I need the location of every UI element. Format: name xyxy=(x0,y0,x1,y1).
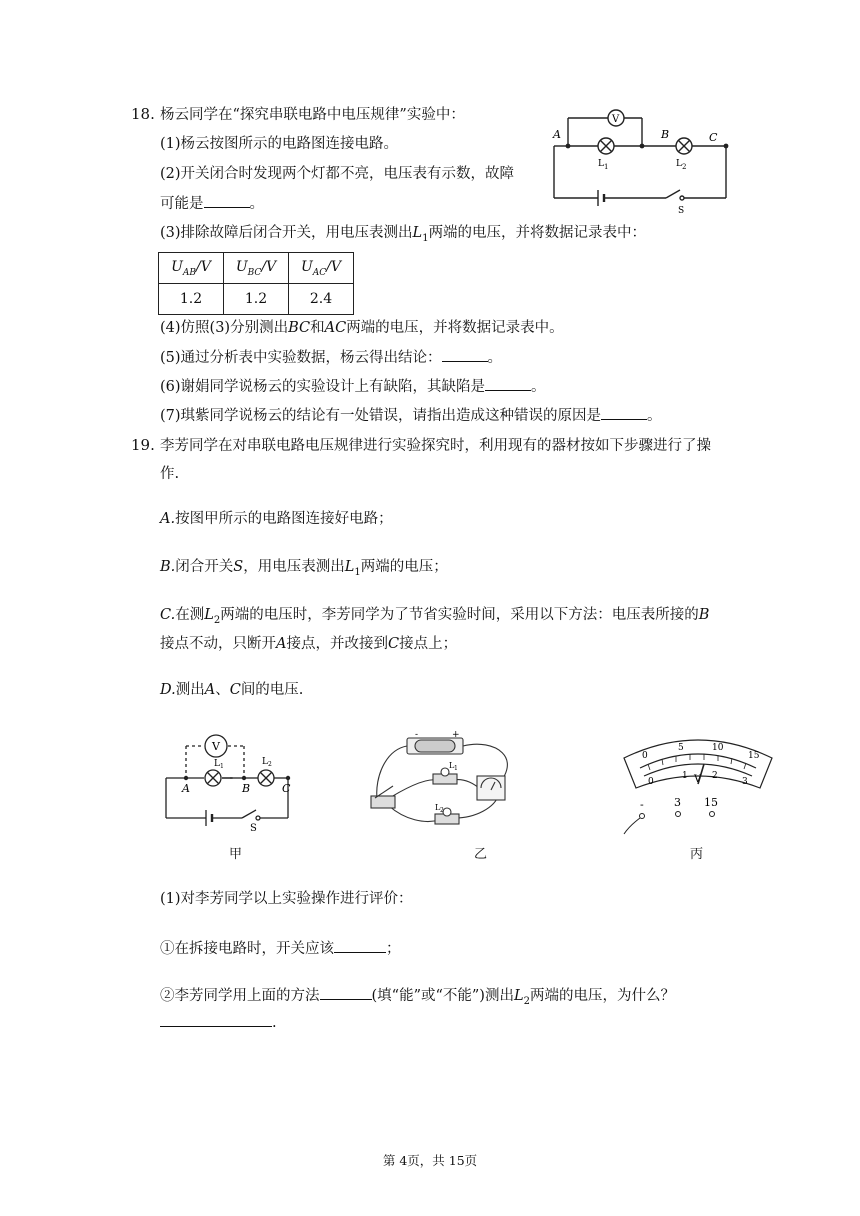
symbol: A xyxy=(276,636,287,652)
scale-bottom-1: 1 xyxy=(682,771,688,781)
text: 测出 xyxy=(175,682,205,698)
text: 和 xyxy=(310,320,325,336)
lamp-1-sub: 1 xyxy=(454,765,458,772)
text: (填“能”或“不能”)测出 xyxy=(371,988,514,1004)
node-c: C xyxy=(282,782,291,795)
lamp-2-label: L xyxy=(676,159,682,169)
step-5 xyxy=(160,347,502,368)
lamp-1-sub: 1 xyxy=(220,763,224,770)
figure-caption-yi: 乙 xyxy=(474,847,488,862)
step-3 xyxy=(160,223,646,249)
table-header xyxy=(289,253,354,284)
scale-top-10: 10 xyxy=(712,743,724,753)
answer-blank[interactable] xyxy=(601,405,647,420)
lamp-2-label: L xyxy=(435,803,441,812)
step-label: D. xyxy=(160,682,176,698)
symbol: L xyxy=(344,559,355,575)
header-unit: /V xyxy=(326,258,342,275)
scale-bottom-2: 2 xyxy=(712,771,718,781)
node-a: A xyxy=(182,782,190,795)
answer-blank[interactable] xyxy=(485,376,531,391)
circuit-diagram-18 xyxy=(540,96,740,216)
symbol: A xyxy=(204,682,216,698)
text: 。 xyxy=(487,350,503,366)
lamp-2-sub: 2 xyxy=(268,761,272,768)
table-cell: 1.2 xyxy=(159,284,224,315)
step-2: (2)开关闭合时发现两个灯都不亮，电压表有示数，故障 xyxy=(160,166,515,182)
header-unit: /V xyxy=(196,258,211,275)
question-intro: 杨云同学在“探究串联电路中电压规律”实验中： xyxy=(160,107,465,123)
question-number: 18. xyxy=(131,105,155,123)
subscript: 2 xyxy=(213,614,221,626)
text: 两端的电压，为什么？ xyxy=(529,988,675,1004)
table-header-row xyxy=(159,253,354,284)
symbol: L xyxy=(204,607,214,623)
switch-label: S xyxy=(678,206,685,216)
step-c-cont xyxy=(160,634,457,654)
text: 两端的电压，并将数据记录表中： xyxy=(428,225,647,241)
lamp-1-sub: 1 xyxy=(604,163,609,171)
scale-bottom-3: 3 xyxy=(742,777,748,787)
text: 闭合开关 xyxy=(175,559,234,575)
header-symbol: U xyxy=(171,258,183,275)
text: ②李芳同学用上面的方法 xyxy=(160,988,320,1004)
node-b: B xyxy=(242,782,251,795)
text: (6)谢娟同学说杨云的实验设计上有缺陷，其缺陷是 xyxy=(160,379,486,395)
step-b xyxy=(160,557,448,583)
step-a xyxy=(160,509,393,529)
symbol: C xyxy=(229,682,241,698)
battery-plus: + xyxy=(452,730,460,740)
symbol: S xyxy=(233,559,244,575)
text: ①在拆接电路时，开关应该 xyxy=(160,941,334,957)
scale-top-15: 15 xyxy=(748,751,760,761)
step-1: (1)杨云按图所示的电路图连接电路。 xyxy=(160,136,399,152)
scale-bottom-0: 0 xyxy=(648,777,654,787)
subscript: 1 xyxy=(354,566,361,578)
lamp-1-label: L xyxy=(214,759,220,769)
subscript: 2 xyxy=(523,995,530,1007)
lamp-1-label: L xyxy=(598,159,604,169)
text: 。 xyxy=(531,379,546,395)
battery-minus: - xyxy=(415,730,419,740)
text: 两端的电压时，李芳同学为了节省实验时间，采用以下方法：电压表所接的 xyxy=(220,607,699,623)
switch-label: S xyxy=(250,823,257,834)
table-cell: 1.2 xyxy=(224,284,289,315)
step-4 xyxy=(160,318,564,338)
scale-top-5: 5 xyxy=(678,743,684,753)
item-1 xyxy=(160,938,401,959)
voltmeter-dial-bing xyxy=(618,728,778,838)
header-sub: AC xyxy=(312,267,327,278)
header-unit: /V xyxy=(261,258,277,275)
text: ； xyxy=(386,941,401,957)
node-c: C xyxy=(709,131,718,144)
text: (4)仿照(3)分别测出 xyxy=(160,320,289,336)
terminal-minus: - xyxy=(640,798,644,811)
symbol: B xyxy=(698,607,710,623)
step-label: C. xyxy=(160,607,176,623)
lamp-2-sub: 2 xyxy=(682,163,687,171)
text: (7)琪紫同学说杨云的结论有一处错误，请指出造成这种错误的原因是 xyxy=(160,408,602,424)
text: 两端的电压； xyxy=(360,559,448,575)
answer-blank[interactable] xyxy=(320,985,372,1000)
table-cell: 2.4 xyxy=(289,284,354,315)
header-symbol: U xyxy=(300,258,313,275)
symbol: BC xyxy=(288,320,311,336)
text: 。 xyxy=(249,196,264,212)
answer-blank[interactable] xyxy=(160,1012,272,1027)
circuit-diagram-jia xyxy=(158,728,308,838)
figure-caption-bing: 丙 xyxy=(690,847,704,862)
scale-top-0: 0 xyxy=(642,751,648,761)
step-6 xyxy=(160,376,546,397)
table-header xyxy=(224,253,289,284)
answer-blank[interactable] xyxy=(442,347,488,362)
text: 接点上； xyxy=(399,636,458,652)
step-c xyxy=(160,605,709,631)
text: 间的电压. xyxy=(240,682,304,698)
lamp-1-label: L xyxy=(449,761,455,770)
text: . xyxy=(272,1015,277,1031)
step-label: A. xyxy=(160,511,176,527)
text: 接点不动，只断开 xyxy=(160,636,276,652)
table-row xyxy=(159,284,354,315)
dial-unit-v: V xyxy=(694,774,702,785)
subscript: 1 xyxy=(422,232,429,244)
symbol: C xyxy=(387,636,400,652)
answer-blank[interactable] xyxy=(334,938,386,953)
terminal-15: 15 xyxy=(704,796,718,809)
text: 按图甲所示的电路图连接好电路； xyxy=(175,511,393,527)
header-symbol: U xyxy=(235,258,248,275)
voltmeter-label: V xyxy=(212,740,220,753)
text: 两端的电压，并将数据记录表中。 xyxy=(346,320,564,336)
answer-blank[interactable] xyxy=(204,193,250,208)
item-2 xyxy=(160,985,675,1012)
text: 在测 xyxy=(175,607,205,623)
text: 、 xyxy=(215,682,230,698)
table-header xyxy=(159,253,224,284)
page-footer: 第 4页，共 15页 xyxy=(382,1153,478,1168)
step-label: B. xyxy=(160,559,176,575)
terminal-3: 3 xyxy=(674,796,681,809)
symbol: L xyxy=(513,988,524,1004)
symbol: L xyxy=(412,225,423,241)
step-2-cont xyxy=(160,193,264,214)
sub-question-1: (1)对李芳同学以上实验操作进行评价： xyxy=(160,891,413,907)
text: 接点，并改接到 xyxy=(286,636,388,652)
text: (3)排除故障后闭合开关，用电压表测出 xyxy=(160,225,413,241)
text: (5)通过分析表中实验数据，杨云得出结论： xyxy=(160,350,442,366)
question-number: 19. xyxy=(131,436,155,454)
lamp-2-sub: 2 xyxy=(440,807,444,814)
header-sub: AB xyxy=(182,267,197,278)
data-table xyxy=(158,252,354,315)
text: 。 xyxy=(647,408,662,424)
text: ，用电压表测出 xyxy=(243,559,345,575)
step-7 xyxy=(160,405,662,426)
item-2-cont xyxy=(160,1012,277,1033)
voltmeter-label: V xyxy=(612,114,620,125)
circuit-photo-yi xyxy=(365,728,515,838)
figure-caption-jia: 甲 xyxy=(229,847,243,862)
text: 可能是 xyxy=(160,196,204,212)
node-a: A xyxy=(553,128,561,141)
question-intro-cont: 作. xyxy=(160,466,180,482)
lamp-2-label: L xyxy=(262,757,268,767)
symbol: AC xyxy=(324,320,347,336)
header-sub: BC xyxy=(247,267,262,278)
question-intro: 李芳同学在对串联电路电压规律进行实验探究时，利用现有的器材按如下步骤进行了操 xyxy=(160,438,711,454)
node-b: B xyxy=(661,128,670,141)
step-d xyxy=(160,680,303,700)
